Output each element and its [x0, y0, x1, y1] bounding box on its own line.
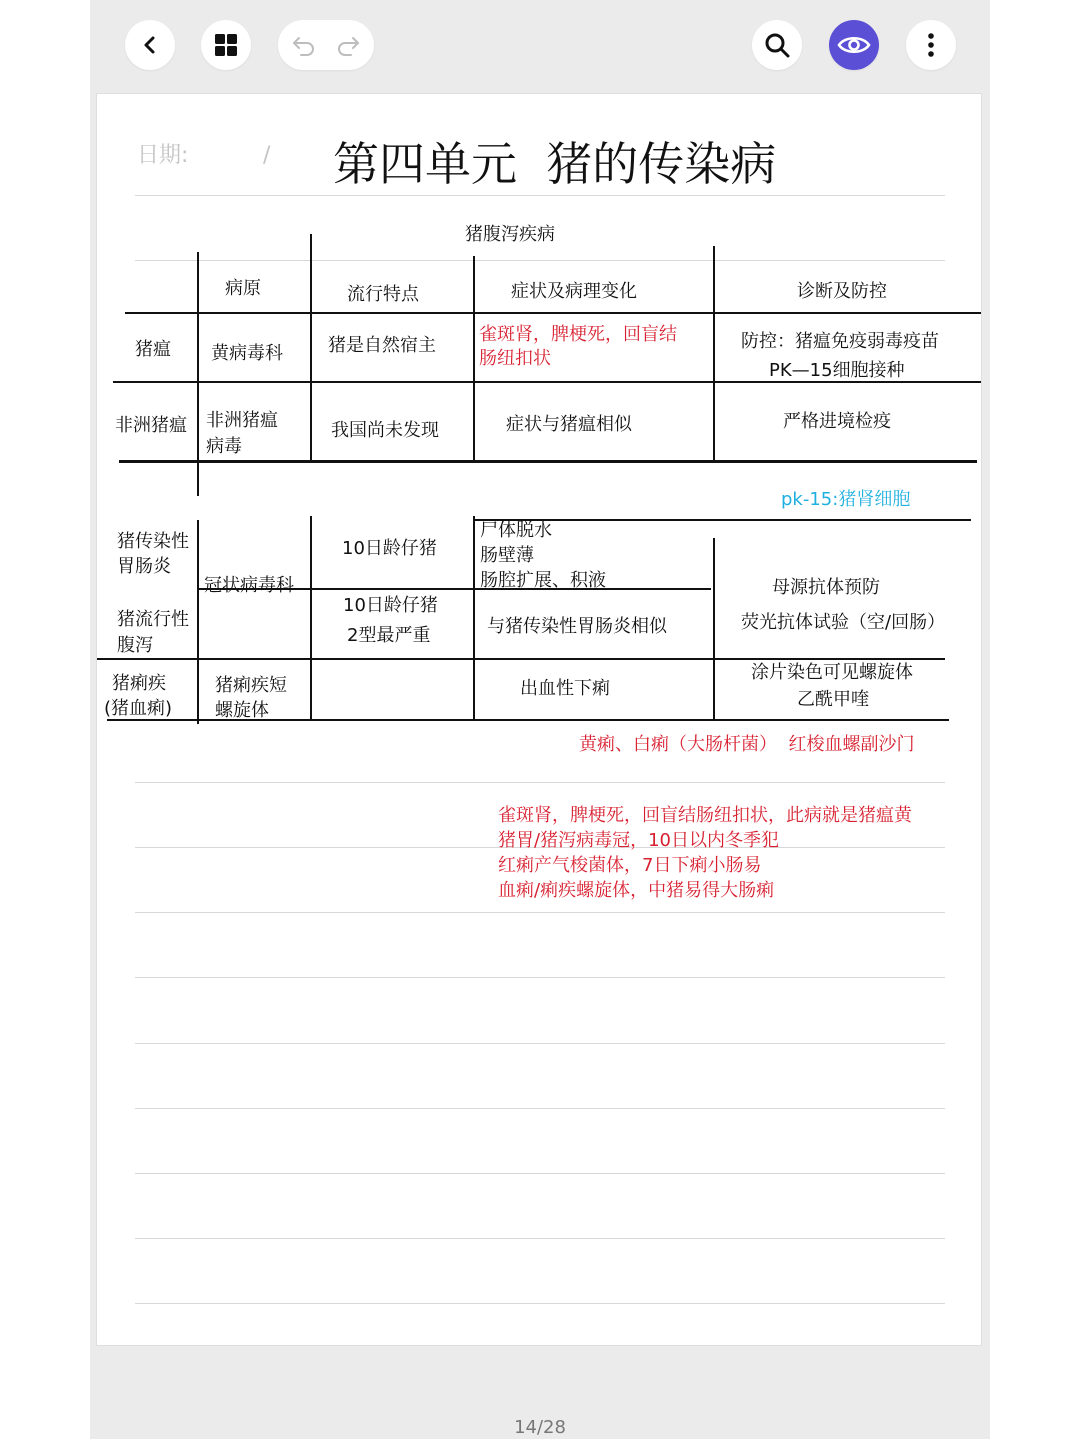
asf-pathogen-line2: 病毒 — [206, 436, 242, 457]
rule-line — [135, 977, 945, 978]
asf-diagnosis: 严格进境检疫 — [783, 411, 891, 432]
eye-icon — [837, 33, 871, 57]
redo-icon — [335, 33, 361, 57]
table-line — [473, 256, 475, 462]
back-button[interactable] — [125, 20, 175, 70]
dysentery-symptom: 出血性下痢 — [520, 678, 610, 699]
ped-epidemiology-line2: 2型最严重 — [347, 625, 431, 646]
rule-line — [135, 1108, 945, 1109]
csf-symptom-line2: 肠纽扣状 — [479, 348, 551, 369]
chevron-left-icon — [139, 34, 161, 56]
ped-symptom: 与猪传染性胃肠炎相似 — [487, 616, 667, 637]
more-vertical-icon — [927, 32, 935, 58]
tge-name-line1: 猪传染性 — [117, 531, 189, 552]
asf-symptom: 症状与猪瘟相似 — [506, 414, 632, 435]
mnemonic-line: 红痢产气梭菌体，7日下痢小肠易 — [498, 855, 762, 876]
header-epidemiology: 流行特点 — [347, 284, 419, 305]
header-symptoms: 症状及病理变化 — [511, 281, 637, 302]
table-line — [119, 460, 977, 463]
tge-epidemiology: 10日龄仔猪 — [342, 538, 437, 559]
tge-symptom-line1: 尸体脱水 — [480, 520, 552, 541]
view-mode-button[interactable] — [829, 20, 879, 70]
coronavirus-pathogen: 冠状病毒科 — [204, 575, 294, 596]
rule-line — [135, 782, 945, 783]
table-line — [97, 658, 945, 660]
tge-symptom-line2: 肠壁薄 — [480, 545, 534, 566]
pk15-note: pk-15:猪肾细胞 — [781, 489, 911, 510]
table-line — [197, 252, 199, 496]
dysentery-pathogen-line1: 猪痢疾短 — [215, 675, 287, 696]
red-note-bacterial-diarrhea: 黄痢、白痢（大肠杆菌） 红梭血螺副沙门 — [579, 734, 915, 755]
table-line — [197, 520, 199, 724]
asf-name: 非洲猪瘟 — [115, 415, 187, 436]
grid-icon — [214, 33, 238, 57]
tge-name-line2: 胃肠炎 — [117, 556, 171, 577]
ped-name-line2: 腹泻 — [117, 635, 153, 656]
mnemonic-line: 雀斑肾，脾梗死，回盲结肠纽扣状，此病就是猪瘟黄 — [498, 805, 912, 826]
more-button[interactable] — [906, 20, 956, 70]
csf-diagnosis-line2: PK—15细胞接种 — [769, 360, 905, 381]
table-line — [473, 516, 475, 720]
coronavirus-diagnosis-line2: 荧光抗体试验（空/回肠） — [741, 612, 946, 633]
dysentery-name-line1: 猪痢疾 — [112, 673, 166, 694]
header-pathogen: 病原 — [225, 278, 261, 299]
dysentery-name-line2: (猪血痢) — [104, 698, 173, 719]
rule-line — [135, 1173, 945, 1174]
table-line — [310, 234, 312, 462]
asf-pathogen-line1: 非洲猪瘟 — [206, 410, 278, 431]
ped-epidemiology-line1: 10日龄仔猪 — [343, 595, 438, 616]
undo-redo-group — [278, 20, 374, 70]
coronavirus-diagnosis-line1: 母源抗体预防 — [772, 577, 880, 598]
date-separator: / — [263, 143, 271, 168]
table-line — [713, 246, 715, 462]
undo-icon — [291, 33, 317, 57]
date-label: 日期: — [137, 143, 189, 168]
rule-line — [135, 1043, 945, 1044]
rule-line — [135, 195, 945, 196]
dysentery-pathogen-line2: 螺旋体 — [215, 700, 269, 721]
csf-name: 猪瘟 — [135, 339, 171, 360]
dysentery-diagnosis-line2: 乙酰甲喹 — [797, 689, 869, 710]
note-page[interactable] — [96, 93, 982, 1346]
mnemonic-line: 猪胃/猪泻病毒冠，10日以内冬季犯 — [498, 830, 779, 851]
csf-symptom-line1: 雀斑肾，脾梗死，回盲结 — [479, 324, 677, 345]
search-icon — [764, 32, 790, 58]
rule-line — [135, 1238, 945, 1239]
page-title: 第四单元 猪的传染病 — [333, 137, 777, 191]
mnemonic-line: 血痢/痢疾螺旋体，中猪易得大肠痢 — [498, 880, 775, 901]
section-title: 猪腹泻疾病 — [465, 224, 555, 245]
ped-name-line1: 猪流行性 — [117, 609, 189, 630]
undo-button[interactable] — [291, 33, 317, 57]
csf-diagnosis-line1: 防控：猪瘟免疫弱毒疫苗 — [741, 331, 939, 352]
rule-line — [135, 1303, 945, 1304]
page-indicator: 14/28 — [514, 1417, 566, 1438]
table-line — [713, 538, 715, 720]
tge-symptom-line3: 肠腔扩展、积液 — [480, 570, 606, 591]
csf-epidemiology: 猪是自然宿主 — [328, 335, 436, 356]
table-line — [310, 516, 312, 720]
dysentery-diagnosis-line1: 涂片染色可见螺旋体 — [751, 662, 913, 683]
rule-line — [135, 260, 945, 261]
search-button[interactable] — [752, 20, 802, 70]
rule-line — [135, 912, 945, 913]
csf-pathogen: 黄病毒科 — [211, 343, 283, 364]
grid-button[interactable] — [201, 20, 251, 70]
asf-epidemiology: 我国尚未发现 — [331, 420, 439, 441]
table-line — [125, 312, 982, 314]
header-diagnosis: 诊断及防控 — [797, 281, 887, 302]
redo-button[interactable] — [335, 33, 361, 57]
